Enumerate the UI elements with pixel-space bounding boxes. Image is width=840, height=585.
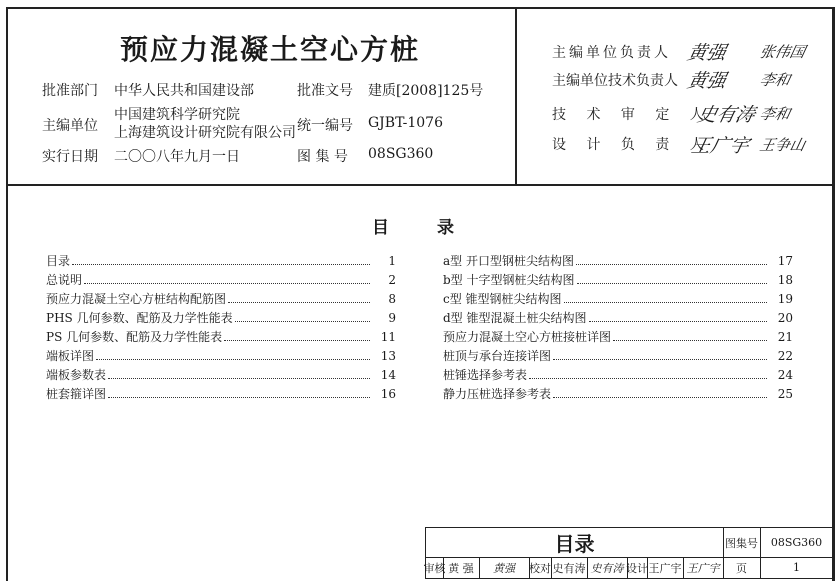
design-label: 设计: [627, 557, 648, 578]
toc-item-page: 2: [388, 273, 396, 287]
atlas-no-label: 图集号: [723, 528, 761, 557]
design-name: 王广宇: [647, 557, 684, 578]
approval-dept: 中华人民共和国建设部: [114, 83, 254, 99]
toc-item[interactable]: [46, 309, 396, 328]
toc-item-page: 24: [777, 368, 793, 382]
leader-dots: [553, 358, 767, 360]
unified-no-label: 统一编号: [297, 118, 353, 134]
unified-no: GJBT-1076: [368, 115, 443, 131]
signature: 黄强: [685, 42, 729, 64]
signature: 李和: [757, 71, 792, 89]
toc-item-label: 预应力混凝土空心方桩结构配筋图: [46, 292, 227, 306]
toc-item-page: 16: [380, 387, 396, 401]
review-label: 审核: [426, 557, 444, 578]
toc-item-page: 21: [777, 330, 793, 344]
toc-item-label: 预应力混凝土空心方桩接桩详图: [443, 330, 612, 344]
signature: 王广宇: [689, 135, 752, 157]
toc-item-page: 13: [380, 349, 396, 363]
toc-item[interactable]: [46, 328, 396, 347]
check-name: 史有涛: [551, 557, 588, 578]
toc-item-label: 桩套箍详图: [46, 387, 107, 401]
approval-dept-label: 批准部门: [42, 83, 98, 99]
toc-item-page: 11: [380, 330, 396, 344]
toc-title: 目录: [372, 218, 502, 238]
signature: 王争山: [757, 136, 807, 154]
toc-item-page: 1: [388, 254, 396, 268]
design-signature: 王广宇: [683, 557, 724, 578]
leader-dots: [577, 282, 768, 284]
atlas-no-label: 图 集 号: [297, 149, 348, 165]
signature: 张伟国: [757, 43, 807, 61]
toc-right-column: [443, 252, 793, 404]
leader-dots: [235, 320, 370, 322]
check-label: 校对: [529, 557, 552, 578]
review-name: 黄 强: [443, 557, 480, 578]
toc-item[interactable]: [46, 366, 396, 385]
header-divider: [515, 7, 517, 184]
toc-item-label: b型 十字型钢桩尖结构图: [443, 273, 575, 287]
signature: 黄强: [685, 70, 729, 92]
toc-item-page: 17: [777, 254, 793, 268]
leader-dots: [96, 358, 370, 360]
toc-item-label: 端板参数表: [46, 368, 107, 382]
atlas-no: 08SG360: [368, 146, 434, 162]
toc-item[interactable]: [46, 385, 396, 404]
leader-dots: [72, 263, 370, 265]
atlas-title: 预应力混凝土空心方桩: [119, 33, 420, 66]
toc-item-label: 总说明: [46, 273, 83, 287]
approval-doc-label: 批准文号: [297, 83, 353, 99]
toc-item-page: 25: [777, 387, 793, 401]
page-label: 页: [723, 557, 761, 578]
toc-item-label: a型 开口型钢桩尖结构图: [443, 254, 574, 268]
toc-item-label: PHS 几何参数、配筋及力学性能表: [46, 311, 233, 325]
toc-item[interactable]: [443, 347, 793, 366]
leader-dots: [228, 301, 370, 303]
leader-dots: [576, 263, 767, 265]
resp-label: 技 术 审 定 人: [552, 107, 712, 123]
sheet-title: 目录: [426, 528, 724, 557]
resp-label: 主编单位技术负责人: [552, 73, 678, 89]
effective-date-label: 实行日期: [42, 149, 98, 165]
toc-item[interactable]: [443, 271, 793, 290]
toc-item[interactable]: [443, 290, 793, 309]
toc-item-page: 14: [380, 368, 396, 382]
leader-dots: [589, 320, 768, 322]
toc-item[interactable]: [46, 290, 396, 309]
toc-item[interactable]: [443, 328, 793, 347]
effective-date: 二〇〇八年九月一日: [114, 149, 240, 165]
leader-dots: [553, 396, 767, 398]
chief-unit-1: 中国建筑科学研究院: [114, 107, 240, 123]
toc-left-column: [46, 252, 396, 404]
title-block: [425, 527, 833, 579]
leader-dots: [108, 377, 370, 379]
toc-item[interactable]: [46, 271, 396, 290]
toc-item-label: 桩顶与承台连接详图: [443, 349, 552, 363]
toc-item[interactable]: [443, 385, 793, 404]
toc-item-page: 20: [777, 311, 793, 325]
toc-item[interactable]: [443, 309, 793, 328]
toc-item-label: c型 锥型钢桩尖结构图: [443, 292, 562, 306]
toc-item-label: PS 几何参数、配筋及力学性能表: [46, 330, 223, 344]
toc-item[interactable]: [443, 366, 793, 385]
atlas-no: 08SG360: [770, 536, 823, 549]
check-signature: 史有涛: [587, 557, 628, 578]
approval-doc: 建质[2008]125号: [368, 83, 484, 99]
toc-item-label: 静力压桩选择参考表: [443, 387, 552, 401]
page-number: 1: [793, 561, 800, 574]
toc-item-label: d型 锥型混凝土桩尖结构图: [443, 311, 587, 325]
chief-unit-2: 上海建筑设计研究院有限公司: [114, 125, 296, 141]
toc-item-page: 22: [777, 349, 793, 363]
leader-dots: [108, 396, 370, 398]
toc-item-page: 19: [777, 292, 793, 306]
leader-dots: [564, 301, 767, 303]
toc-item-label: 端板详图: [46, 349, 95, 363]
resp-label: 主编单位负责人: [552, 45, 671, 61]
resp-label: 设 计 负 责 人: [552, 137, 712, 153]
toc-item-label: 桩锤选择参考表: [443, 368, 528, 382]
toc-item-page: 18: [777, 273, 793, 287]
review-signature: 黄强: [479, 557, 530, 578]
toc-item-label: 目录: [46, 254, 71, 268]
toc-item[interactable]: [443, 252, 793, 271]
leader-dots: [529, 377, 767, 379]
leader-dots: [613, 339, 767, 341]
toc-item-page: 8: [388, 292, 396, 306]
toc-item[interactable]: [46, 252, 396, 271]
toc-item-page: 9: [388, 311, 396, 325]
leader-dots: [84, 282, 370, 284]
signature: 史有涛: [695, 104, 758, 126]
toc-item[interactable]: [46, 347, 396, 366]
leader-dots: [224, 339, 370, 341]
chief-unit-label: 主编单位: [42, 118, 98, 134]
signature: 李和: [757, 105, 792, 123]
